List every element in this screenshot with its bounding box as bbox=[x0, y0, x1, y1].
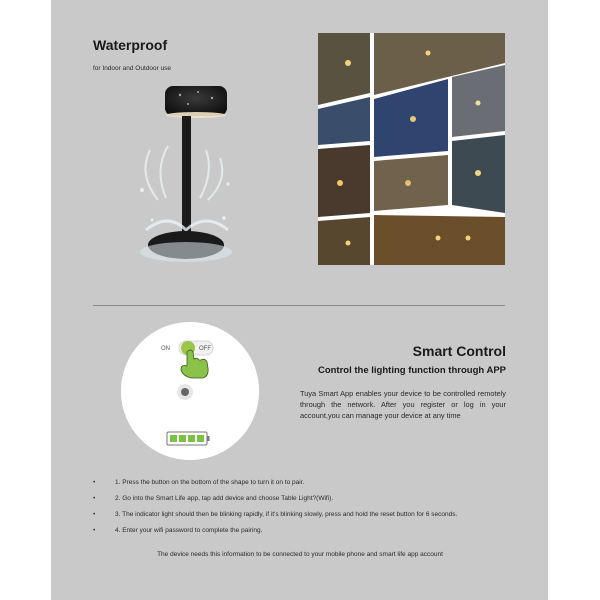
step-text: 1. Press the button on the bottom of the shape to turn it on to pair. bbox=[115, 479, 305, 486]
step-text: 3. The indicator light should then be blinking rapidly, if it's blinking slowly, press and hold the reset button for 6 seconds. bbox=[115, 511, 458, 518]
waterproof-lamp-image bbox=[128, 80, 238, 270]
list-item bbox=[93, 525, 523, 541]
step-text: 2. Go into the Smart Life app, tap add device and choose Table Light?(Wifi). bbox=[115, 495, 334, 502]
footer-note: The device needs this information to be connected to your mobile phone and smart life app account bbox=[157, 551, 443, 558]
bullet: • bbox=[93, 527, 96, 534]
bullet: • bbox=[93, 495, 96, 502]
list-item bbox=[93, 509, 523, 525]
waterproof-subtitle: for Indoor and Outdoor use bbox=[93, 65, 172, 72]
list-item bbox=[93, 493, 523, 509]
lamp-stem bbox=[182, 116, 191, 234]
waterproof-title: Waterproof bbox=[93, 37, 168, 53]
smart-control-subtitle: Control the lighting function through APP bbox=[317, 365, 506, 376]
bullet: • bbox=[93, 511, 96, 518]
step-text: 4. Enter your wifi password to complete the pairing. bbox=[115, 527, 263, 534]
lamp-base-bottom-illustration bbox=[121, 322, 259, 460]
smart-control-description: Tuya Smart App enables your device to be controlled remotely through the network. After you register or log in your account,you can manage your device at any time bbox=[300, 389, 506, 420]
pairing-steps-list bbox=[93, 477, 523, 541]
switch-on-label: ON bbox=[161, 346, 170, 352]
switch-off-label: OFF bbox=[199, 346, 211, 352]
smart-control-title: Smart Control bbox=[412, 343, 506, 359]
section-divider bbox=[93, 305, 505, 306]
scene-collage-image bbox=[318, 33, 505, 265]
bullet: • bbox=[93, 479, 96, 486]
lamp-head bbox=[165, 86, 227, 116]
list-item bbox=[93, 477, 523, 493]
reset-button[interactable] bbox=[181, 388, 189, 396]
